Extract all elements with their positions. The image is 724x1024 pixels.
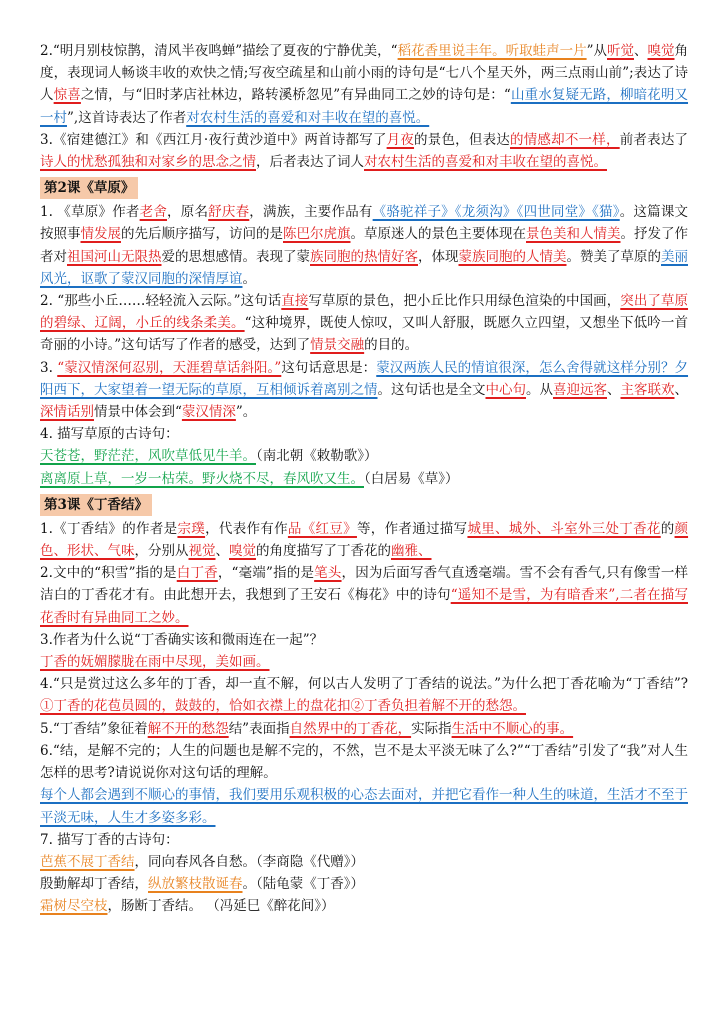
text-line [40,445,688,467]
text-run: （白居易《草》） [364,470,459,487]
highlighted-text: 情景交融 [310,337,365,354]
text-run: 4. 描写草原的古诗句： [40,426,179,443]
highlighted-text: 芭蕉不展丁香结 [40,853,135,870]
highlighted-text: 突出了草原的碧绿、辽阔，小丘的线条柔美。 [40,293,689,332]
highlighted-text: 直接 [281,293,309,310]
text-line [40,468,688,490]
text-line [40,851,688,873]
text-run: 3. [40,359,58,376]
highlighted-text: 白丁香 [176,565,218,582]
text-run: 2. “那些小丘……轻轻流入云际。”这句话 [40,293,282,310]
text-run: 之情，与“旧时茅店社林边，路转溪桥忽见”有异曲同工之妙的诗句是：“ [80,87,511,104]
highlighted-text: 蒙族同胞的人情美 [458,248,567,265]
highlighted-text: 《骆驼祥子》《龙须沟》《四世同堂》《猫》 [372,204,620,221]
highlighted-text: 宗璞 [177,520,206,537]
highlighted-text: 嗅觉 [229,543,256,560]
highlighted-text: 幽雅、 [391,543,432,560]
text-run: 、 [607,381,621,398]
paragraph [40,40,688,129]
text-run: 2.文中的“积雪”指的是 [40,565,177,582]
paragraph [40,290,688,357]
highlighted-text: 惊喜 [53,87,81,104]
highlighted-text: 解不开的愁怨 [147,720,229,737]
text-run: 前者表达了 [619,131,689,148]
highlighted-text: 景色美和人情美 [526,226,621,243]
text-run: ，同向春风各自愁。（李商隐《代赠》） [134,853,364,870]
highlighted-text: 喜迎远客 [553,381,607,398]
highlighted-text: 诗人的忧愁孤独和对家乡的思念之情 [40,154,256,171]
highlighted-text: “蒙汉情深何忍别，天涯碧草话斜阳。” [57,359,282,376]
text-run: 3.《宿建德江》和《西江月·夜行黄沙道中》两首诗都写了 [40,131,387,148]
highlighted-text: 离离原上草，一岁一枯荣。野火烧不尽，春风吹又生。 [40,470,364,487]
text-line [40,873,688,895]
paragraph [40,518,688,562]
highlighted-text: 视觉 [188,543,216,560]
section-header-row [40,490,688,518]
text-run: 殷勤解却丁香结， [40,876,148,893]
text-run: 。草原迷人的景色主要体现在 [350,226,526,243]
text-run: 3.作者为什么说“丁香确实该和微雨连在一起”？ [40,631,324,648]
text-run: ，满族，主要作品有 [249,204,373,221]
text-run: 爱的思想感情。表现了蒙 [161,248,310,265]
text-run: 的景色，但表达 [414,131,510,148]
highlighted-text: 舒庆春 [208,204,250,221]
text-run: “这种境界，既使人惊叹，又叫人舒服，既愿久立四望，又想坐下低吟一首奇丽的小诗。”这句话写了作者的感受，达到了 [40,315,688,354]
text-run: 。这篇课文按照事 [40,204,689,243]
highlighted-text: 城里、城外、斗室外三处丁香花 [467,520,661,537]
text-run: 。（陆龟蒙《丁香》） [242,876,364,893]
document-page [40,40,688,918]
text-run: 的 [660,520,675,537]
paragraph [40,129,688,173]
highlighted-text: ①丁香的花苞员圆的，鼓鼓的，恰如衣襟上的盘花扣②丁香负担着解不开的愁怨。 [40,698,526,715]
text-run: 的先后顺序描写，访问的是 [121,226,283,243]
paragraph [40,784,688,828]
text-run: 。这句话也是全文 [377,381,486,398]
highlighted-text: 美丽风光，讴歌了蒙汉同胞的深情厚谊 [40,248,688,287]
text-run: 1.《丁香结》的作者是 [40,520,178,537]
text-run: 、 [215,543,229,560]
highlighted-text: 深情话别 [40,404,94,421]
paragraph [40,423,688,445]
highlighted-text: 笔头 [314,565,342,582]
text-run: 实际指 [411,720,452,737]
highlighted-text: 的情感却不一样， [510,131,620,148]
highlighted-text: 蒙汉情深 [181,404,236,421]
text-run: 7. 描写丁香的古诗句： [40,831,179,848]
text-run: 情景中体会到“ [94,404,182,421]
text-run: 的角度描写了丁香花的 [256,543,391,560]
highlighted-text: 听觉 [607,43,634,59]
highlighted-text: 族同胞的热情好客 [310,248,418,265]
text-run: 的目的。 [364,337,419,354]
highlighted-text: 主客联欢 [620,381,675,398]
text-run: ”,这首诗表达了作者 [67,109,187,126]
highlighted-text: 嗅觉 [647,43,675,59]
paragraph [40,718,688,740]
text-run: 等，作者通过描写 [356,520,468,537]
highlighted-text: 颜色、形状、气味 [40,520,689,560]
text-run: ，体现 [418,248,459,265]
text-run: 、 [634,43,648,59]
text-run: ，分别从 [134,543,189,560]
text-run: 2.“明月别枝惊鹊，清风半夜鸣蝉”描绘了夏夜的宁静优美，“ [40,43,398,59]
text-run: ，原名 [167,204,209,221]
text-run: （南北朝《敕勒歌》） [256,448,378,465]
text-run: 。从 [526,381,553,398]
text-run: 结”表面指 [228,720,290,737]
text-run: 1. 《草原》作者 [40,204,140,221]
text-run: 。赞美了草原的 [566,248,661,265]
paragraph [40,673,688,717]
highlighted-text: 对农村生活的喜爱和对丰收在望的喜悦。 [186,109,430,126]
paragraph [40,357,688,424]
text-run: ，“毫端”指的是 [217,565,315,582]
section-header-row [40,173,688,201]
highlighted-text: 丁香的妩媚朦胧在雨中尽现，美如画。 [40,654,270,671]
text-run: 5.“丁香结”象征着 [40,720,148,737]
highlighted-text: 老舍 [139,204,168,221]
text-run: 6.“结，是解不完的；人生的问题也是解不完的，不然，岂不是太平淡无味了么?”“丁香结”引发了“我”对人生怎样的思考?请说说你对这句话的理解。 [40,742,688,782]
highlighted-text: 霜树尽空枝 [40,898,108,915]
paragraph [40,562,688,629]
highlighted-text: 稻花香里说丰年。听取蛙声一片 [397,43,587,59]
highlighted-text: 山重水复疑无路，柳暗花明又一村 [40,87,689,126]
highlighted-text: 每个人都会遇到不顺心的事情，我们要用乐观积极的心态去面对，并把它看作一种人生的味道，生活才不至于平淡无味，人生才多姿多彩。 [40,787,688,826]
section-header: 第3课《丁香结》 [40,494,152,516]
text-run: 、 [674,381,688,398]
text-run: 。 [242,270,256,287]
highlighted-text: “遥知不是雪，为有暗香来”,二者在描写花香时有异曲同工之妙。 [40,587,688,626]
highlighted-text: 自然界中的丁香花， [289,720,412,737]
text-run: ”从 [586,43,607,59]
highlighted-text: 天苍苍，野茫茫，风吹草低见牛羊。 [40,448,256,465]
text-run: 。抒发了作者对 [40,226,688,265]
text-run: ，后者表达了词人 [256,154,364,171]
paragraph [40,629,688,651]
highlighted-text: 祖国河山无限热 [67,248,162,265]
text-run: 这句话意思是： [281,359,377,376]
text-run: ，代表作有作 [205,520,288,537]
section-header: 第2课《草原》 [40,177,138,199]
text-run: ，因为后面写香气直透毫端。雪不会有香气,只有像雪一样洁白的丁香花才有。由此想开去，我想到了王安石《梅花》中的诗句 [40,565,689,604]
paragraph [40,740,688,784]
highlighted-text: 纵放繁枝散诞春 [148,876,243,893]
paragraph [40,829,688,851]
text-run: 写草原的景色，把小丘比作只用绿色渲染的中国画， [308,293,621,310]
highlighted-text: 蒙汉两族人民的情谊很深，怎么舍得就这样分别？夕阳西下，大家望着一望无际的草原，互相倾诉着离别之情 [40,359,689,398]
paragraph [40,201,688,290]
highlighted-text: 对农村生活的喜爱和对丰收在望的喜悦。 [364,154,607,171]
highlighted-text: 情发展 [80,226,121,243]
text-line [40,651,688,673]
highlighted-text: 生活中不顺心的事。 [451,720,574,737]
text-run: 角度，表现词人畅谈丰收的欢快之情;写夜空疏星和山前小雨的诗句是“七八个星天外，两三点雨山前”;表达了诗人 [40,43,688,104]
text-run: ”。 [235,404,257,421]
highlighted-text: 月夜 [386,131,415,148]
text-run: 4.“只是赏过这么多年的丁香，却一直不解，何以古人发明了丁香结的说法。”为什么把丁香花喻为“丁香结”? [40,676,688,693]
highlighted-text: 中心句 [485,381,526,398]
highlighted-text: 陈巴尔虎旗 [283,226,351,243]
text-line [40,895,688,917]
highlighted-text: 品《红豆》 [287,520,357,537]
text-run: ，肠断丁香结。 （冯延巳《醉花间》） [107,898,335,915]
